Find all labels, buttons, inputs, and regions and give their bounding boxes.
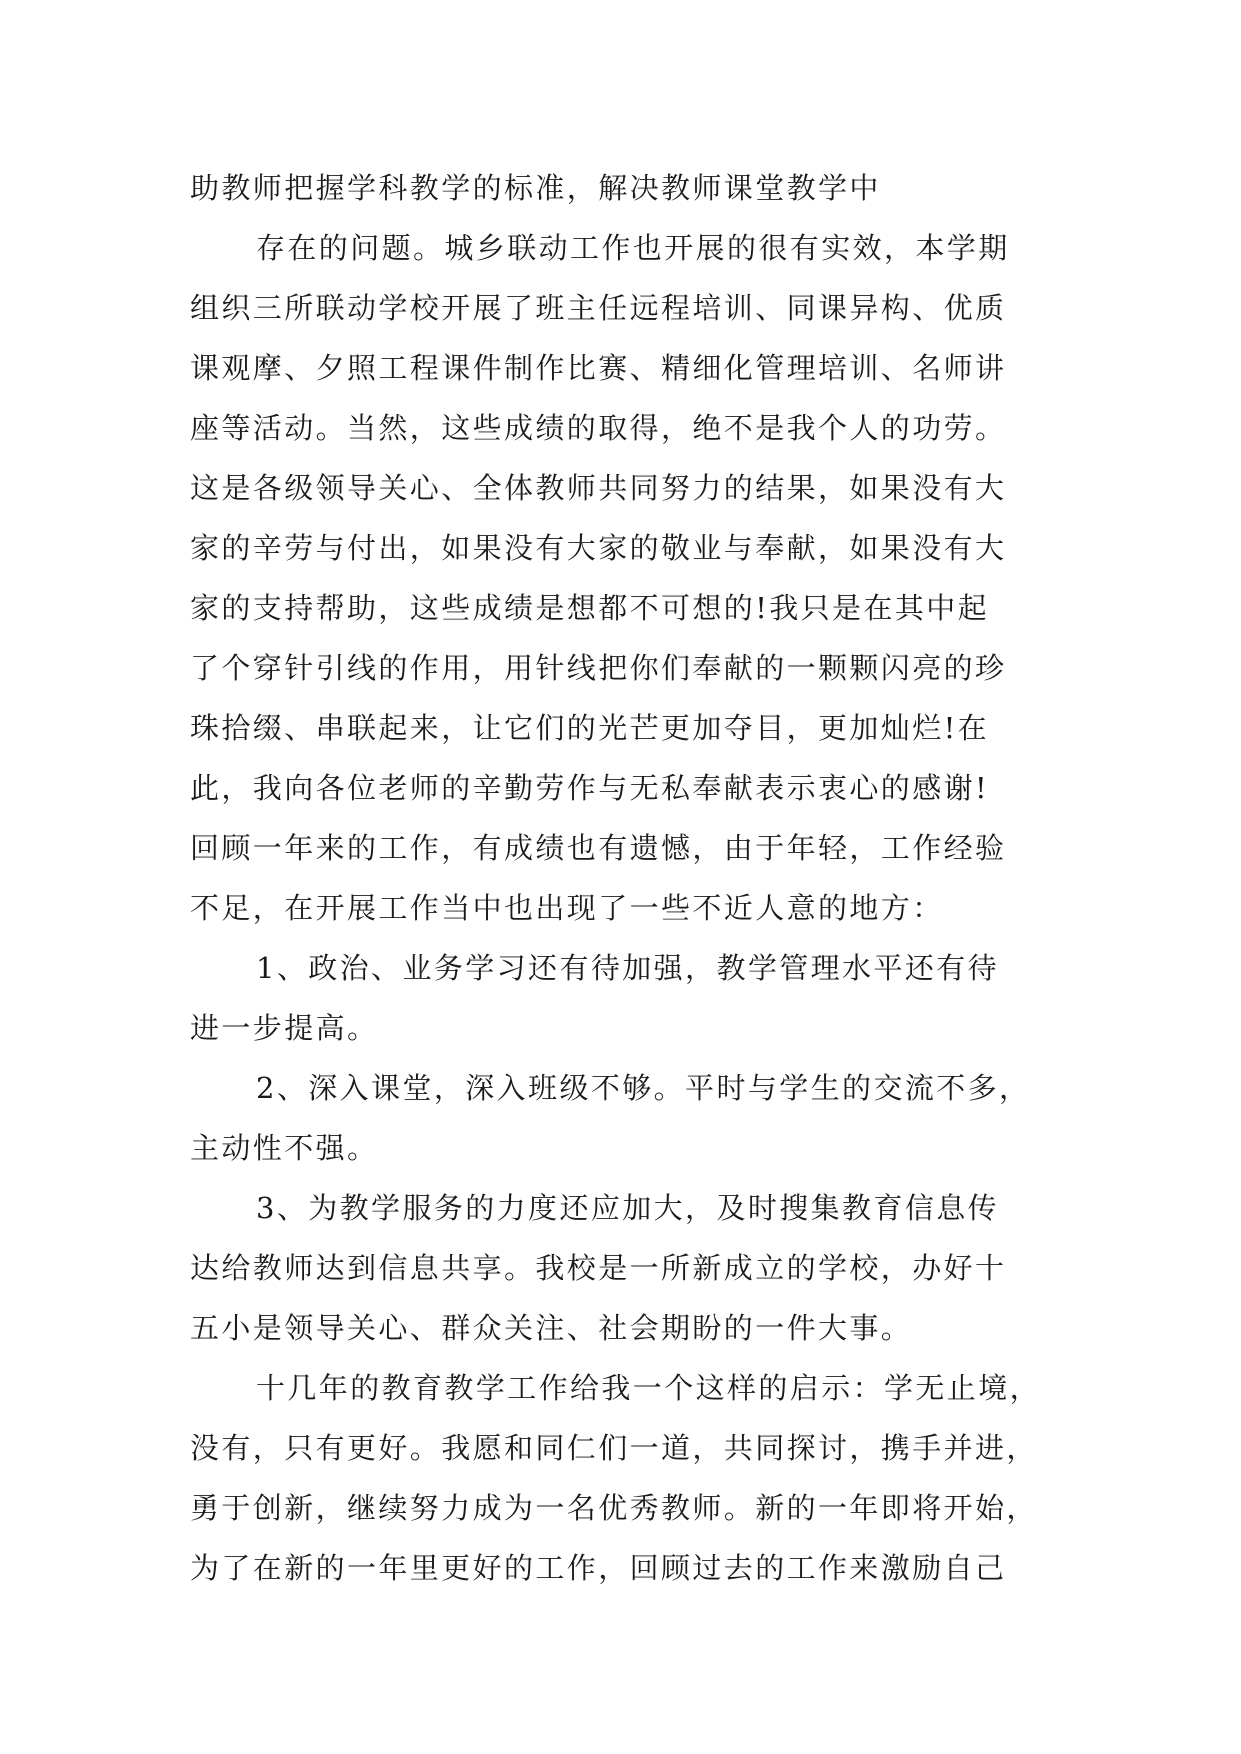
document-body bbox=[190, 158, 1060, 1598]
text-line: 这是各级领导关心、全体教师共同努力的结果，如果没有大 bbox=[190, 471, 1007, 505]
text-line: 回顾一年来的工作，有成绩也有遗憾，由于年轻，工作经验 bbox=[190, 831, 1007, 865]
text-line: 勇于创新，继续努力成为一名优秀教师。新的一年即将开始， bbox=[190, 1491, 1038, 1525]
text-line: 主动性不强。 bbox=[190, 1131, 379, 1165]
text-line: 十几年的教育教学工作给我一个这样的启示：学无止境， bbox=[256, 1371, 1042, 1405]
text-line: 不足，在开展工作当中也出现了一些不近人意的地方： bbox=[190, 891, 944, 925]
text-line: 家的辛劳与付出，如果没有大家的敬业与奉献，如果没有大 bbox=[190, 531, 1007, 565]
text-line: 课观摩、夕照工程课件制作比赛、精细化管理培训、名师讲 bbox=[190, 351, 1007, 385]
text-line: 没有，只有更好。我愿和同仁们一道，共同探讨，携手并进， bbox=[190, 1431, 1038, 1465]
text-line: 2、深入课堂，深入班级不够。平时与学生的交流不多， bbox=[256, 1071, 1031, 1105]
text-line: 进一步提高。 bbox=[190, 1011, 379, 1045]
text-line: 了个穿针引线的作用，用针线把你们奉献的一颗颗闪亮的珍 bbox=[190, 651, 1007, 685]
text-line: 3、为教学服务的力度还应加大，及时搜集教育信息传 bbox=[256, 1191, 1000, 1225]
text-line: 助教师把握学科教学的标准，解决教师课堂教学中 bbox=[190, 171, 881, 205]
text-line: 五小是领导关心、群众关注、社会期盼的一件大事。 bbox=[190, 1311, 913, 1345]
text-line: 座等活动。当然，这些成绩的取得，绝不是我个人的功劳。 bbox=[190, 411, 1007, 445]
text-line: 存在的问题。城乡联动工作也开展的很有实效，本学期 bbox=[256, 231, 1010, 265]
text-line: 组织三所联动学校开展了班主任远程培训、同课异构、优质 bbox=[190, 291, 1007, 325]
text-line: 此，我向各位老师的辛勤劳作与无私奉献表示衷心的感谢! bbox=[190, 771, 990, 805]
text-line: 1、政治、业务学习还有待加强，教学管理水平还有待 bbox=[256, 951, 1000, 985]
text-line: 珠拾缀、串联起来，让它们的光芒更加夺目，更加灿烂!在 bbox=[190, 711, 990, 745]
text-line: 为了在新的一年里更好的工作，回顾过去的工作来激励自己 bbox=[190, 1551, 1007, 1585]
text-line: 家的支持帮助，这些成绩是想都不可想的!我只是在其中起 bbox=[190, 591, 990, 625]
text-line: 达给教师达到信息共享。我校是一所新成立的学校，办好十 bbox=[190, 1251, 1007, 1285]
